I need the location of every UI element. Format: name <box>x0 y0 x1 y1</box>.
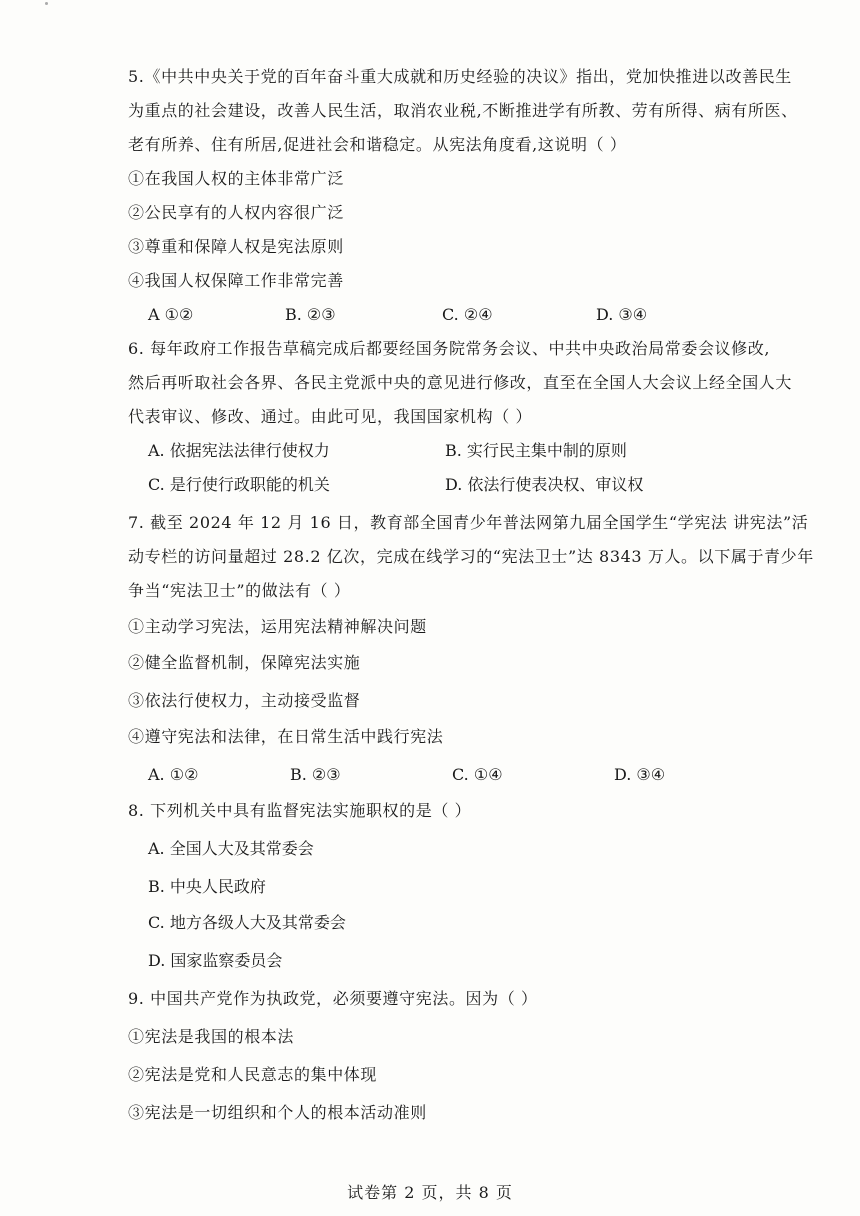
q6-option-d: D. 依法行使表决权、审议权 <box>445 475 644 494</box>
q5-item-4: ④我国人权保障工作非常完善 <box>128 271 344 290</box>
q7-stem-line-1: 7. 截至 2024 年 12 月 16 日，教育部全国青少年普法网第九届全国学生“学宪法 讲宪法”活 <box>128 513 809 532</box>
page-footer: 试卷第 2 页，共 8 页 <box>347 1183 513 1202</box>
q8-option-c: C. 地方各级人大及其常委会 <box>148 913 346 932</box>
q7-option-a: A. ①② <box>148 765 199 784</box>
q5-item-3: ③尊重和保障人权是宪法原则 <box>128 237 344 256</box>
q6-option-a: A. 依据宪法法律行使权力 <box>148 441 330 460</box>
q5-option-c: C. ②④ <box>442 305 493 324</box>
q7-item-4: ④遵守宪法和法律，在日常生活中践行宪法 <box>128 727 444 746</box>
q6-stem-line-1: 6. 每年政府工作报告草稿完成后都要经国务院常务会议、中共中央政治局常委会议修改, <box>128 339 771 358</box>
q9-stem: 9. 中国共产党作为执政党，必须要遵守宪法。因为（ ） <box>128 989 538 1008</box>
q7-option-c: C. ①④ <box>452 765 503 784</box>
q5-stem-line-2: 为重点的社会建设，改善人民生活，取消农业税,不断推进学有所教、劳有所得、病有所医、 <box>128 101 798 120</box>
q9-item-3: ③宪法是一切组织和个人的根本活动准则 <box>128 1103 427 1122</box>
q9-item-1: ①宪法是我国的根本法 <box>128 1027 295 1046</box>
q7-stem-line-2: 动专栏的访问量超过 28.2 亿次，完成在线学习的“宪法卫士”达 8343 万人。以下属于青少年 <box>128 547 814 566</box>
q5-stem-line-1: 5.《中共中央关于党的百年奋斗重大成就和历史经验的决议》指出，党加快推进以改善民生 <box>128 67 792 86</box>
scan-speck <box>45 2 48 5</box>
q7-item-3: ③依法行使权力，主动接受监督 <box>128 691 361 710</box>
q8-option-d: D. 国家监察委员会 <box>148 951 283 970</box>
q8-stem: 8. 下列机关中具有监督宪法实施职权的是（ ） <box>128 801 472 820</box>
q8-option-b: B. 中央人民政府 <box>148 877 266 896</box>
q8-option-a: A. 全国人大及其常委会 <box>148 839 314 858</box>
q7-option-b: B. ②③ <box>290 765 341 784</box>
q9-item-2: ②宪法是党和人民意志的集中体现 <box>128 1065 378 1084</box>
q5-option-a: A ①② <box>148 305 194 324</box>
q5-option-d: D. ③④ <box>596 305 648 324</box>
q6-stem-line-3: 代表审议、修改、通过。由此可见，我国国家机构（ ） <box>128 407 533 426</box>
q7-item-1: ①主动学习宪法，运用宪法精神解决问题 <box>128 617 427 636</box>
q6-option-b: B. 实行民主集中制的原则 <box>445 441 627 460</box>
q6-option-c: C. 是行使行政职能的机关 <box>148 475 330 494</box>
q7-item-2: ②健全监督机制，保障宪法实施 <box>128 653 361 672</box>
q5-item-2: ②公民享有的人权内容很广泛 <box>128 203 344 222</box>
q5-option-b: B. ②③ <box>285 305 336 324</box>
q7-option-d: D. ③④ <box>614 765 666 784</box>
q5-stem-line-3: 老有所养、住有所居,促进社会和谐稳定。从宪法角度看,这说明（ ） <box>128 135 627 154</box>
q5-item-1: ①在我国人权的主体非常广泛 <box>128 169 344 188</box>
q6-stem-line-2: 然后再听取社会各界、各民主党派中央的意见进行修改，直至在全国人大会议上经全国人大 <box>128 373 793 392</box>
q7-stem-line-3: 争当“宪法卫士”的做法有（ ） <box>128 581 351 600</box>
